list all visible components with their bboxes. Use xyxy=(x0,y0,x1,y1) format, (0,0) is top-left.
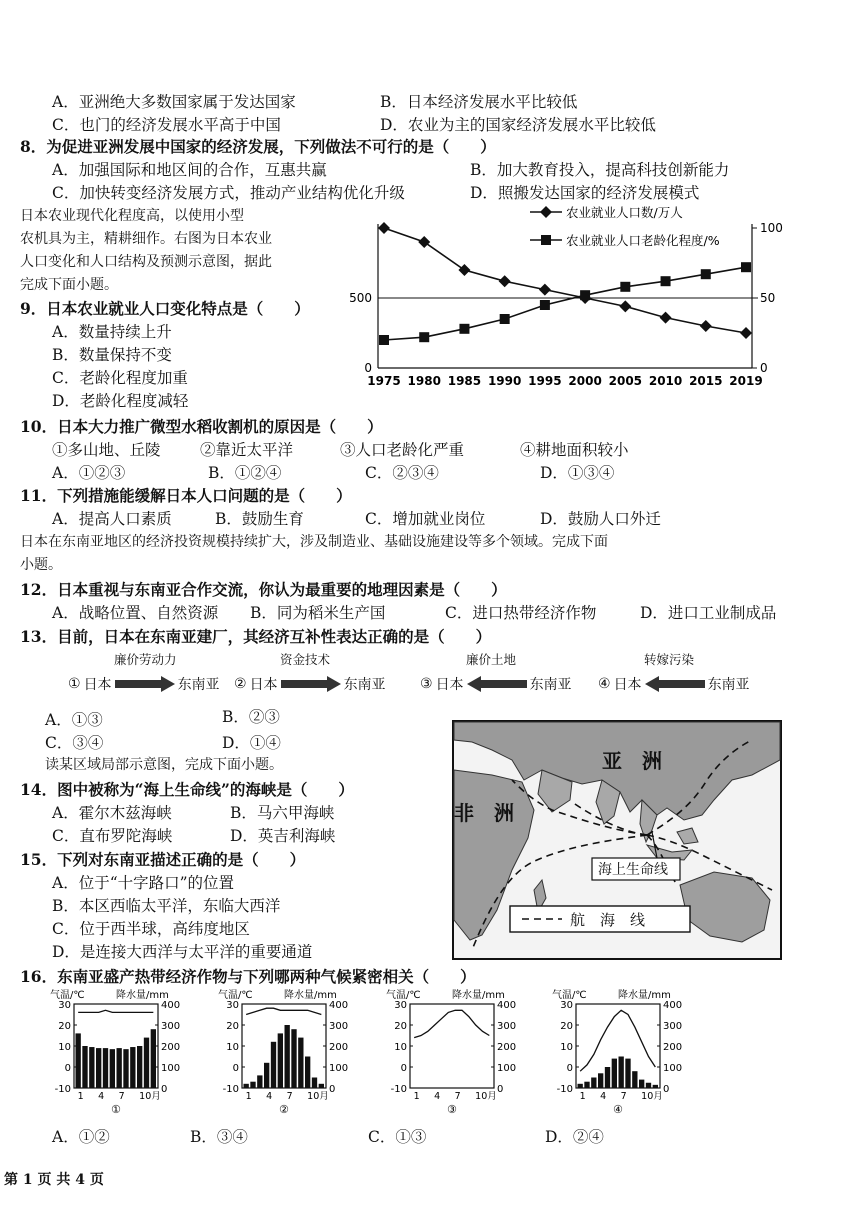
precip-bar xyxy=(76,1033,81,1088)
q9-option-c: C．老龄化程度加重 xyxy=(52,369,188,387)
precip-axis-label: 降水量/mm xyxy=(618,990,671,1001)
precip-tick-label: 0 xyxy=(663,1084,670,1095)
q7-option-a: A．亚洲绝大多数国家属于发达国家 xyxy=(52,93,296,111)
month-tick-label: 1 xyxy=(413,1091,420,1102)
q13-flow-label: 廉价土地 xyxy=(466,652,517,667)
precip-bar xyxy=(605,1067,610,1088)
agri-population-chart xyxy=(340,200,783,395)
q12-option-a: A．战略位置、自然资源 xyxy=(52,604,219,622)
q11-option-c: C．增加就业岗位 xyxy=(365,510,486,528)
precip-bar xyxy=(271,1042,276,1088)
x-tick-label: 2019 xyxy=(729,374,763,388)
precip-bar xyxy=(257,1075,262,1088)
precip-bar xyxy=(144,1038,149,1088)
right-tick-label: 0 xyxy=(760,361,768,375)
precip-axis-label: 降水量/mm xyxy=(452,990,505,1001)
q13-flow-to: 东南亚 xyxy=(177,677,220,693)
precip-bar xyxy=(653,1085,658,1088)
q7-option-b: B．日本经济发展水平比较低 xyxy=(380,93,578,111)
precip-tick-label: 300 xyxy=(329,1021,349,1032)
precip-bar xyxy=(82,1046,87,1088)
precip-bar xyxy=(639,1080,644,1088)
series-2-point xyxy=(661,276,671,286)
series-2-point xyxy=(741,262,751,272)
q12-option-c: C．进口热带经济作物 xyxy=(445,604,597,622)
q15-option-b: B．本区西临太平洋，东临大西洋 xyxy=(52,897,281,915)
temp-tick-label: 20 xyxy=(58,1021,71,1032)
q15-option-a: A．位于“十字路口”的位置 xyxy=(52,874,235,892)
plot-frame xyxy=(242,1004,326,1088)
q13-flow-1 xyxy=(68,650,220,694)
month-tick-label: 4 xyxy=(98,1091,105,1102)
q13-flow-from: 日本 xyxy=(83,677,112,693)
q14-option-b: B．马六甲海峡 xyxy=(230,804,335,822)
month-tick-label: 10月 xyxy=(307,1091,329,1102)
x-tick-label: 2015 xyxy=(689,374,723,388)
precip-bar xyxy=(291,1029,296,1088)
page-footer: 第 1 页 共 4 页 xyxy=(4,1172,104,1188)
q10-item-1: ①多山地、丘陵 xyxy=(52,441,161,459)
temp-tick-label: 0 xyxy=(566,1063,573,1074)
precip-bar xyxy=(612,1059,617,1088)
q13-flow-from: 日本 xyxy=(613,677,642,693)
precip-tick-label: 0 xyxy=(329,1084,336,1095)
climate-chart-2 xyxy=(218,988,368,1118)
q13-flow-num: ④ xyxy=(598,676,611,692)
map-label-asia: 亚 洲 xyxy=(602,749,662,773)
x-tick-label: 1985 xyxy=(447,374,482,388)
precip-bar xyxy=(319,1084,324,1088)
q12-option-b: B．同为稻米生产国 xyxy=(250,604,386,622)
intro1-line-3: 人口变化和人口结构及预测示意图，据此 xyxy=(20,254,272,270)
q14-option-d: D．英吉利海峡 xyxy=(230,827,336,845)
temp-tick-label: 0 xyxy=(400,1063,407,1074)
map-label-africa: 非 洲 xyxy=(454,801,514,825)
precip-bar xyxy=(89,1047,94,1088)
q13-flow-2 xyxy=(234,650,386,694)
q13-flow-3 xyxy=(420,650,572,694)
precip-bar xyxy=(117,1048,122,1088)
q15-option-c: C．位于西半球，高纬度地区 xyxy=(52,920,250,938)
series-2-point xyxy=(459,324,469,334)
temp-tick-label: 10 xyxy=(394,1042,407,1053)
intro1-line-2: 农机具为主，精耕细作。右图为日本农业 xyxy=(20,231,272,247)
precip-bar xyxy=(625,1059,630,1088)
temp-tick-label: -10 xyxy=(556,1084,573,1095)
q10-option-d: D．①③④ xyxy=(540,464,615,482)
intro2-line-2: 小题。 xyxy=(20,557,62,573)
intro3-text: 读某区域局部示意图，完成下面小题。 xyxy=(45,757,283,773)
x-tick-label: 2005 xyxy=(608,374,643,388)
temp-tick-label: 10 xyxy=(560,1042,573,1053)
precip-bar xyxy=(96,1048,101,1088)
precip-bar xyxy=(264,1063,269,1088)
q13-flow-to: 东南亚 xyxy=(529,677,572,693)
q8-option-b: B．加大教育投入，提高科技创新能力 xyxy=(470,161,730,179)
x-tick-label: 2010 xyxy=(648,374,683,388)
temp-tick-label: 30 xyxy=(226,1000,239,1011)
q12-stem: 12．日本重视与东南亚合作交流，你认为最重要的地理因素是（ ） xyxy=(20,580,507,599)
q13-stem: 13．目前，日本在东南亚建厂，其经济互补性表达正确的是（ ） xyxy=(20,627,492,646)
series-1-point xyxy=(740,327,752,339)
q8-option-a: A．加强国际和地区间的合作，互惠共赢 xyxy=(52,161,327,179)
precip-bar xyxy=(123,1049,128,1088)
precip-bar xyxy=(305,1057,310,1089)
x-tick-label: 1990 xyxy=(487,374,522,388)
legend-label-1: 农业就业人口数/万人 xyxy=(566,205,683,220)
precip-bar xyxy=(244,1084,249,1088)
precip-tick-label: 200 xyxy=(161,1042,181,1053)
q11-option-d: D．鼓励人口外迁 xyxy=(540,510,661,528)
q15-stem: 15．下列对东南亚描述正确的是（ ） xyxy=(20,850,306,869)
q16-option-d: D．②④ xyxy=(545,1128,604,1146)
temp-tick-label: 20 xyxy=(226,1021,239,1032)
map-label-lifeline: 海上生命线 xyxy=(598,862,668,878)
left-tick-label: 0 xyxy=(364,361,372,375)
q13-flow-to: 东南亚 xyxy=(707,677,750,693)
q13-option-c: C．③④ xyxy=(45,734,104,752)
month-tick-label: 1 xyxy=(245,1091,252,1102)
plot-frame xyxy=(576,1004,660,1088)
month-tick-label: 10月 xyxy=(139,1091,161,1102)
temp-axis-label: 气温/℃ xyxy=(552,990,587,1001)
month-tick-label: 7 xyxy=(286,1091,293,1102)
q10-option-a: A．①②③ xyxy=(52,464,126,482)
precip-tick-label: 100 xyxy=(497,1063,517,1074)
q10-item-4: ④耕地面积较小 xyxy=(520,441,629,459)
q14-option-c: C．直布罗陀海峡 xyxy=(52,827,173,845)
series-1-point xyxy=(660,312,672,324)
intro1-line-1: 日本农业现代化程度高，以使用小型 xyxy=(20,208,244,224)
q8-option-d: D．照搬发达国家的经济发展模式 xyxy=(470,184,700,202)
legend-marker-1 xyxy=(540,206,552,218)
series-2-point xyxy=(379,335,389,345)
left-tick-label: 500 xyxy=(349,291,372,305)
month-tick-label: 7 xyxy=(118,1091,125,1102)
intro2-line-1: 日本在东南亚地区的经济投资规模持续扩大，涉及制造业、基础设施建设等多个领域。完成下面 xyxy=(20,534,608,550)
q13-option-b: B．②③ xyxy=(222,708,280,726)
q13-flow-label: 转嫁污染 xyxy=(644,652,695,667)
precip-tick-label: 300 xyxy=(161,1021,181,1032)
temp-tick-label: 30 xyxy=(560,1000,573,1011)
month-tick-label: 4 xyxy=(434,1091,441,1102)
q16-option-b: B．③④ xyxy=(190,1128,248,1146)
precip-tick-label: 100 xyxy=(161,1063,181,1074)
q14-option-a: A．霍尔木兹海峡 xyxy=(52,804,172,822)
temp-tick-label: 30 xyxy=(58,1000,71,1011)
precip-bar xyxy=(137,1046,142,1088)
temp-curve xyxy=(414,1010,489,1037)
precip-tick-label: 300 xyxy=(497,1021,517,1032)
intro1-line-4: 完成下面小题。 xyxy=(20,277,118,293)
month-tick-label: 7 xyxy=(620,1091,627,1102)
q8-stem: 8．为促进亚洲发展中国家的经济发展，下列做法不可行的是（ ） xyxy=(20,137,496,156)
precip-tick-label: 0 xyxy=(497,1084,504,1095)
series-1-point xyxy=(458,264,470,276)
q11-option-a: A．提高人口素质 xyxy=(52,510,172,528)
temp-axis-label: 气温/℃ xyxy=(386,990,421,1001)
q9-option-a: A．数量持续上升 xyxy=(52,323,172,341)
temp-curve xyxy=(580,1010,655,1071)
q9-option-d: D．老龄化程度减轻 xyxy=(52,392,189,410)
plot-frame xyxy=(410,1004,494,1088)
series-1-point xyxy=(499,275,511,287)
q13-flow-num: ① xyxy=(68,676,81,692)
x-tick-label: 1980 xyxy=(407,374,441,388)
q14-stem: 14．图中被称为“海上生命线”的海峡是（ ） xyxy=(20,780,354,799)
temp-tick-label: -10 xyxy=(54,1084,71,1095)
precip-tick-label: 400 xyxy=(329,1000,349,1011)
q15-option-d: D．是连接大西洋与太平洋的重要通道 xyxy=(52,943,313,961)
q12-option-d: D．进口工业制成品 xyxy=(640,604,777,622)
precip-tick-label: 400 xyxy=(497,1000,517,1011)
precip-bar xyxy=(298,1038,303,1088)
x-tick-label: 2000 xyxy=(568,374,602,388)
climate-chart-id: ① xyxy=(111,1103,121,1116)
precip-bar xyxy=(598,1073,603,1088)
climate-chart-4 xyxy=(552,988,702,1118)
arrow-left-icon xyxy=(467,676,527,692)
month-tick-label: 4 xyxy=(266,1091,273,1102)
precip-tick-label: 100 xyxy=(663,1063,683,1074)
climate-chart-id: ④ xyxy=(613,1103,623,1116)
q7-option-d: D．农业为主的国家经济发展水平比较低 xyxy=(380,116,656,134)
temp-tick-label: -10 xyxy=(222,1084,239,1095)
q7-option-c: C．也门的经济发展水平高于中国 xyxy=(52,116,281,134)
q10-item-2: ②靠近太平洋 xyxy=(200,441,294,459)
precip-tick-label: 300 xyxy=(663,1021,683,1032)
precip-bar xyxy=(250,1082,255,1088)
series-2-point xyxy=(419,332,429,342)
x-tick-label: 1995 xyxy=(528,374,562,388)
q13-flow-label: 廉价劳动力 xyxy=(114,652,177,667)
precip-bar xyxy=(151,1029,156,1088)
precip-bar xyxy=(584,1082,589,1088)
precip-bar xyxy=(578,1084,583,1088)
precip-bar xyxy=(278,1033,283,1088)
series-2-point xyxy=(500,314,510,324)
legend-marker-2 xyxy=(541,235,551,245)
precip-bar xyxy=(130,1047,135,1088)
precip-bar xyxy=(632,1071,637,1088)
series-1-point xyxy=(619,300,631,312)
q13-option-d: D．①④ xyxy=(222,734,281,752)
precip-tick-label: 200 xyxy=(497,1042,517,1053)
temp-curve xyxy=(246,1008,321,1014)
series-2-point xyxy=(540,300,550,310)
series-1-point xyxy=(700,320,712,332)
month-tick-label: 1 xyxy=(77,1091,84,1102)
series-2-point xyxy=(701,269,711,279)
precip-tick-label: 400 xyxy=(161,1000,181,1011)
climate-chart-1 xyxy=(50,988,200,1118)
series-1-point xyxy=(418,236,430,248)
temp-tick-label: 10 xyxy=(226,1042,239,1053)
climate-chart-id: ② xyxy=(279,1103,289,1116)
precip-tick-label: 400 xyxy=(663,1000,683,1011)
temp-curve xyxy=(78,1010,153,1012)
climate-chart-3 xyxy=(386,988,536,1118)
series-2-point xyxy=(580,290,590,300)
temp-tick-label: 0 xyxy=(64,1063,71,1074)
series-1-point xyxy=(539,284,551,296)
precip-tick-label: 200 xyxy=(663,1042,683,1053)
q13-flow-4 xyxy=(598,650,750,694)
q13-flow-label: 资金技术 xyxy=(280,652,331,667)
q16-option-c: C．①③ xyxy=(368,1128,427,1146)
precip-tick-label: 200 xyxy=(329,1042,349,1053)
precip-axis-label: 降水量/mm xyxy=(284,990,337,1001)
precip-axis-label: 降水量/mm xyxy=(116,990,169,1001)
q8-option-c: C．加快转变经济发展方式，推动产业结构优化升级 xyxy=(52,184,405,202)
q13-option-a: A．①③ xyxy=(45,711,103,729)
arrow-left-icon xyxy=(645,676,705,692)
temp-tick-label: 20 xyxy=(394,1021,407,1032)
map-legend-label: 航 海 线 xyxy=(570,911,646,929)
q9-stem: 9．日本农业就业人口变化特点是（ ） xyxy=(20,299,310,318)
right-tick-label: 50 xyxy=(760,291,776,305)
temp-tick-label: 10 xyxy=(58,1042,71,1053)
q13-flow-num: ③ xyxy=(420,676,433,692)
q11-option-b: B．鼓励生育 xyxy=(215,510,304,528)
precip-bar xyxy=(619,1057,624,1089)
series-1-point xyxy=(378,222,390,234)
arrow-right-icon xyxy=(281,676,341,692)
month-tick-label: 10月 xyxy=(641,1091,663,1102)
q13-flow-to: 东南亚 xyxy=(343,677,386,693)
series-2-point xyxy=(620,282,630,292)
climate-chart-id: ③ xyxy=(447,1103,457,1116)
q13-flow-num: ② xyxy=(234,676,247,692)
precip-tick-label: 100 xyxy=(329,1063,349,1074)
q13-flow-from: 日本 xyxy=(249,677,278,693)
q16-option-a: A．①② xyxy=(52,1128,110,1146)
series-line-2 xyxy=(384,267,746,340)
month-tick-label: 1 xyxy=(579,1091,586,1102)
temp-tick-label: 30 xyxy=(394,1000,407,1011)
precip-bar xyxy=(103,1048,108,1088)
month-tick-label: 10月 xyxy=(475,1091,497,1102)
temp-tick-label: -10 xyxy=(390,1084,407,1095)
q10-option-c: C．②③④ xyxy=(365,464,439,482)
precip-bar xyxy=(110,1049,115,1088)
precip-tick-label: 0 xyxy=(161,1084,168,1095)
temp-tick-label: 20 xyxy=(560,1021,573,1032)
precip-bar xyxy=(591,1078,596,1089)
q10-stem: 10．日本大力推广微型水稻收割机的原因是（ ） xyxy=(20,417,383,436)
precip-bar xyxy=(312,1078,317,1089)
region-map xyxy=(452,720,782,960)
month-tick-label: 7 xyxy=(454,1091,461,1102)
precip-bar xyxy=(646,1083,651,1088)
temp-axis-label: 气温/℃ xyxy=(50,990,85,1001)
q16-stem: 16．东南亚盛产热带经济作物与下列哪两种气候紧密相关（ ） xyxy=(20,967,476,986)
q13-flow-from: 日本 xyxy=(435,677,464,693)
q9-option-b: B．数量保持不变 xyxy=(52,346,172,364)
temp-tick-label: 0 xyxy=(232,1063,239,1074)
q10-item-3: ③人口老龄化严重 xyxy=(340,441,465,459)
legend-label-2: 农业就业人口老龄化程度/% xyxy=(566,233,720,248)
x-tick-label: 1975 xyxy=(367,374,401,388)
month-tick-label: 4 xyxy=(600,1091,607,1102)
temp-axis-label: 气温/℃ xyxy=(218,990,253,1001)
right-tick-label: 100 xyxy=(760,221,783,235)
q10-option-b: B．①②④ xyxy=(208,464,282,482)
arrow-right-icon xyxy=(115,676,175,692)
q11-stem: 11．下列措施能缓解日本人口问题的是（ ） xyxy=(20,486,352,505)
precip-bar xyxy=(285,1025,290,1088)
